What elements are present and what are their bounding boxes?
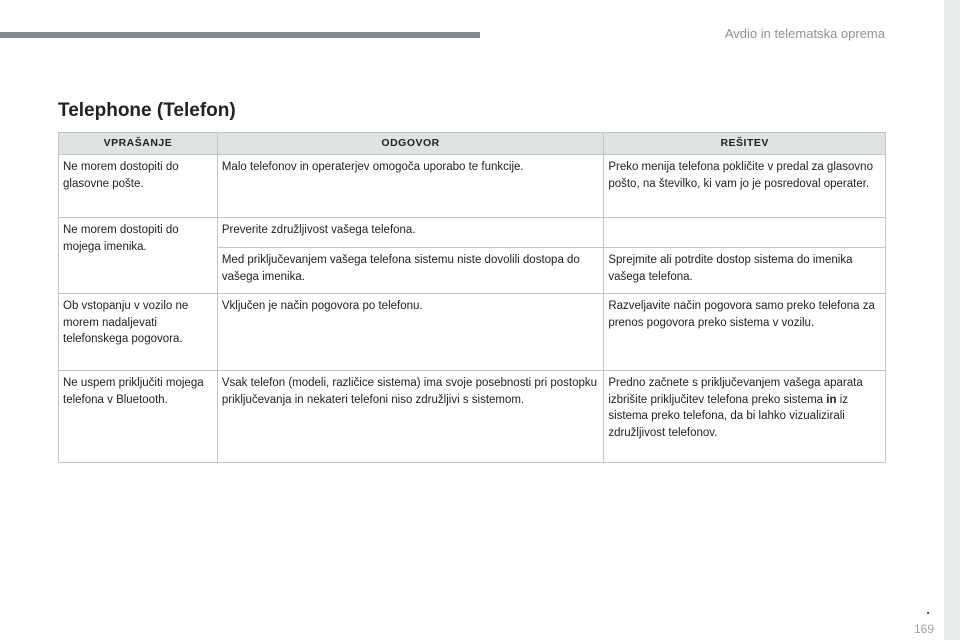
column-header-solution: REŠITEV xyxy=(604,133,886,155)
table-row xyxy=(59,371,886,463)
solution-cell xyxy=(604,218,886,248)
footer-dot: . xyxy=(926,601,930,617)
question-cell: Ob vstopanju v vozilo ne morem nadaljevati telefonskega pogovora. xyxy=(59,294,218,371)
answer-cell: Preverite združljivost vašega telefona. xyxy=(217,218,603,248)
answer-cell: Malo telefonov in operaterjev omogoča uporabo te funkcije. xyxy=(217,155,603,218)
question-cell: Ne morem dostopiti do glasovne pošte. xyxy=(59,155,218,218)
solution-cell: Preko menija telefona pokličite v predal za glasovno pošto, na številko, ki vam jo je posredoval operater. xyxy=(604,155,886,218)
column-header-question: VPRAŠANJE xyxy=(59,133,218,155)
page-title: Telephone (Telefon) xyxy=(58,100,236,121)
page-number: 169 xyxy=(913,622,934,636)
question-cell: Ne uspem priključiti mojega telefona v Bluetooth. xyxy=(59,371,218,463)
solution-text-part: iz sistema preko telefona, da bi lahko vizualizirali združljivost telefonov. xyxy=(608,393,848,439)
solution-text-part: Predno začnete s priključevanjem vašega aparata izbrišite priključitev telefona preko sistema xyxy=(608,377,863,406)
top-decorative-bar xyxy=(0,32,480,38)
table-row xyxy=(59,294,886,371)
column-header-answer: ODGOVOR xyxy=(217,133,603,155)
answer-cell: Vključen je način pogovora po telefonu. xyxy=(217,294,603,371)
answer-cell: Med priključevanjem vašega telefona sistemu niste dovolili dostopa do vašega imenika. xyxy=(217,248,603,294)
table-row xyxy=(59,155,886,218)
table-header-row xyxy=(59,133,886,155)
section-header-title: Avdio in telematska oprema xyxy=(724,26,885,41)
right-side-strip xyxy=(944,0,960,640)
solution-bold-word: in xyxy=(826,393,837,406)
solution-cell: Sprejmite ali potrdite dostop sistema do imenika vašega telefona. xyxy=(604,248,886,294)
question-cell: Ne morem dostopiti do mojega imenika. xyxy=(59,218,218,294)
answer-cell: Vsak telefon (modeli, različice sistema) ima svoje posebnosti pri postopku priključevanja in nekateri telefoni niso združljivi s sistemom. xyxy=(217,371,603,463)
solution-cell xyxy=(604,371,886,463)
faq-table xyxy=(58,132,886,463)
solution-cell: Razveljavite način pogovora samo preko telefona za prenos pogovora preko sistema v vozilu. xyxy=(604,294,886,371)
table-row xyxy=(59,218,886,248)
